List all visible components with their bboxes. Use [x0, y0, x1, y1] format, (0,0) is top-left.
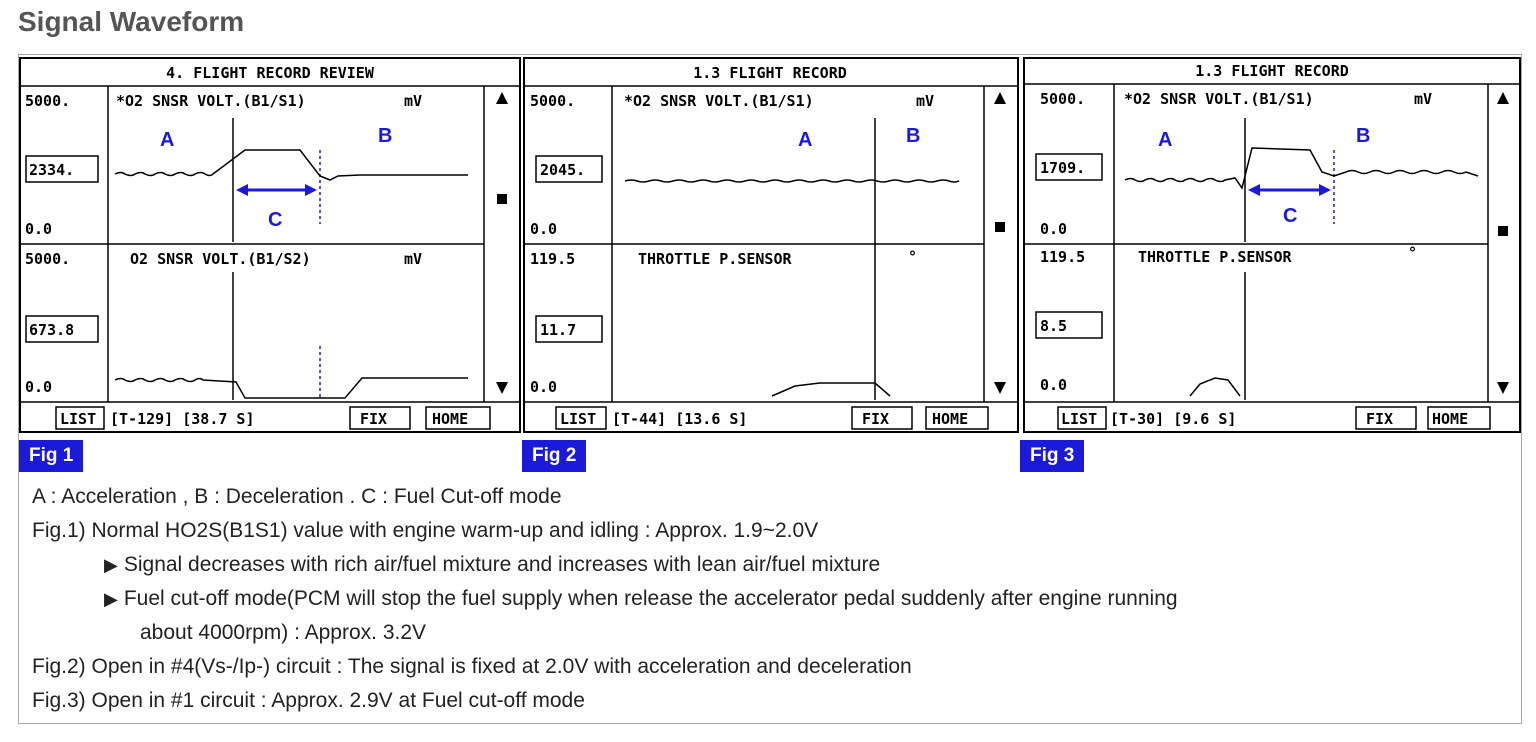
fig3-top-value: 1709.	[1040, 159, 1086, 177]
note-bullet-2	[32, 582, 1512, 616]
fig2-top-value: 2045.	[540, 161, 586, 179]
fig3-arrow-left-icon	[1248, 184, 1260, 196]
fig1-label-a: A	[160, 129, 175, 151]
fig2-label-a: A	[798, 129, 813, 151]
fig1-bottom-value: 673.8	[29, 321, 75, 339]
fig2-top-max: 5000.	[530, 92, 576, 110]
fig1-arrow-left-icon	[236, 184, 248, 196]
note-legend: A : Acceleration , B : Deceleration . C : Fuel Cut-off mode	[32, 485, 562, 508]
fig1-scroll-thumb-icon[interactable]	[497, 194, 507, 204]
fig1-bottom-min: 0.0	[25, 378, 53, 396]
fig3-scroll-down-icon[interactable]	[1497, 382, 1509, 394]
fig3-bottom-unit: °	[1408, 244, 1418, 262]
fig3-label-c: C	[1283, 205, 1298, 227]
triangle-right-icon: ▶	[104, 589, 118, 609]
fig1-bottom-max: 5000.	[25, 250, 71, 268]
fig3-bottom-min: 0.0	[1040, 376, 1068, 394]
fig2-list-button[interactable]: LIST	[560, 410, 597, 428]
note-bullet-2-text: Fuel cut-off mode(PCM will stop the fuel supply when release the accelerator pedal suddenly after engine running	[123, 587, 1178, 610]
fig3-bottom-max: 119.5	[1040, 248, 1086, 266]
notes-block	[32, 480, 1512, 718]
fig2-fix-button[interactable]: FIX	[862, 410, 890, 428]
fig1-record-info: [T-129] [38.7 S]	[110, 410, 255, 428]
fig2-bottom-max: 119.5	[530, 250, 576, 268]
fig3-top-unit: mV	[1414, 90, 1433, 108]
fig3-bottom-channel: THROTTLE P.SENSOR	[1138, 248, 1292, 266]
note-fig3: Fig.3) Open in #1 circuit : Approx. 2.9V at Fuel cut-off mode	[32, 689, 585, 712]
fig3-top-trace	[1125, 148, 1478, 188]
fig1-top-max: 5000.	[25, 92, 71, 110]
fig2-panel	[524, 58, 1018, 432]
fig3-bottom-trace	[1190, 378, 1240, 396]
fig3-bottom-value: 8.5	[1040, 317, 1068, 335]
fig1-fix-button[interactable]: FIX	[360, 410, 388, 428]
fig3-label-a: A	[1158, 129, 1173, 151]
fig1-top-value: 2334.	[29, 161, 75, 179]
fig1-header: 4. FLIGHT RECORD REVIEW	[166, 64, 374, 82]
fig2-bottom-min: 0.0	[530, 378, 558, 396]
fig1-scroll-up-icon[interactable]	[496, 92, 508, 104]
note-bullet-1-text: Signal decreases with rich air/fuel mixture and increases with lean air/fuel mixture	[123, 553, 881, 576]
note-bullet-2-cont: about 4000rpm) : Approx. 3.2V	[140, 621, 427, 644]
fig1-label-c: C	[268, 209, 283, 231]
fig3-scroll-up-icon[interactable]	[1497, 92, 1509, 104]
fig2-scroll-up-icon[interactable]	[994, 92, 1006, 104]
fig3-panel	[1024, 58, 1520, 432]
fig1-list-button[interactable]: LIST	[60, 410, 97, 428]
fig1-home-button[interactable]: HOME	[432, 410, 469, 428]
fig1-bottom-trace	[115, 378, 468, 398]
fig3-label-b: B	[1356, 125, 1371, 147]
fig2-top-trace	[625, 180, 959, 182]
fig2-bottom-value: 11.7	[540, 321, 577, 339]
fig2-top-min: 0.0	[530, 220, 558, 238]
fig1-top-unit: mV	[404, 92, 423, 110]
fig1-top-channel: *O2 SNSR VOLT.(B1/S1)	[116, 92, 306, 110]
fig3-home-button[interactable]: HOME	[1432, 410, 1469, 428]
fig1-badge: Fig 1	[19, 440, 83, 472]
fig2-top-channel: *O2 SNSR VOLT.(B1/S1)	[624, 92, 814, 110]
fig2-scroll-down-icon[interactable]	[994, 382, 1006, 394]
fig1-top-min: 0.0	[25, 220, 53, 238]
fig1-label-b: B	[378, 125, 393, 147]
fig3-fix-button[interactable]: FIX	[1366, 410, 1394, 428]
fig3-record-info: [T-30] [9.6 S]	[1110, 410, 1237, 428]
fig3-top-channel: *O2 SNSR VOLT.(B1/S1)	[1124, 90, 1314, 108]
fig3-scroll-thumb-icon[interactable]	[1498, 226, 1508, 236]
fig1-arrow-right-icon	[305, 184, 317, 196]
fig3-badge: Fig 3	[1020, 440, 1084, 472]
note-bullet-1	[32, 548, 1512, 582]
fig2-scroll-thumb-icon[interactable]	[995, 222, 1005, 232]
fig2-top-unit: mV	[916, 92, 935, 110]
fig3-header: 1.3 FLIGHT RECORD	[1195, 62, 1349, 80]
note-fig1: Fig.1) Normal HO2S(B1S1) value with engine warm-up and idling : Approx. 1.9~2.0V	[32, 519, 819, 542]
fig2-badge: Fig 2	[522, 440, 586, 472]
fig1-bottom-channel: O2 SNSR VOLT.(B1/S2)	[130, 250, 311, 268]
page-title: Signal Waveform	[18, 6, 245, 37]
fig2-home-button[interactable]: HOME	[932, 410, 969, 428]
fig2-record-info: [T-44] [13.6 S]	[612, 410, 748, 428]
triangle-right-icon: ▶	[104, 555, 118, 575]
fig3-top-min: 0.0	[1040, 220, 1068, 238]
fig2-bottom-channel: THROTTLE P.SENSOR	[638, 250, 792, 268]
fig1-scroll-down-icon[interactable]	[496, 382, 508, 394]
fig1-bottom-unit: mV	[404, 250, 423, 268]
fig2-bottom-unit: °	[908, 248, 918, 266]
fig1-top-trace	[115, 150, 468, 180]
fig2-header: 1.3 FLIGHT RECORD	[693, 64, 847, 82]
fig3-list-button[interactable]: LIST	[1061, 410, 1098, 428]
note-fig2: Fig.2) Open in #4(Vs-/Ip-) circuit : The signal is fixed at 2.0V with acceleration and deceleration	[32, 655, 912, 678]
fig3-top-max: 5000.	[1040, 90, 1086, 108]
fig2-label-b: B	[906, 125, 921, 147]
fig2-bottom-trace	[772, 383, 890, 396]
fig1-panel	[20, 58, 520, 432]
fig3-arrow-right-icon	[1319, 184, 1331, 196]
